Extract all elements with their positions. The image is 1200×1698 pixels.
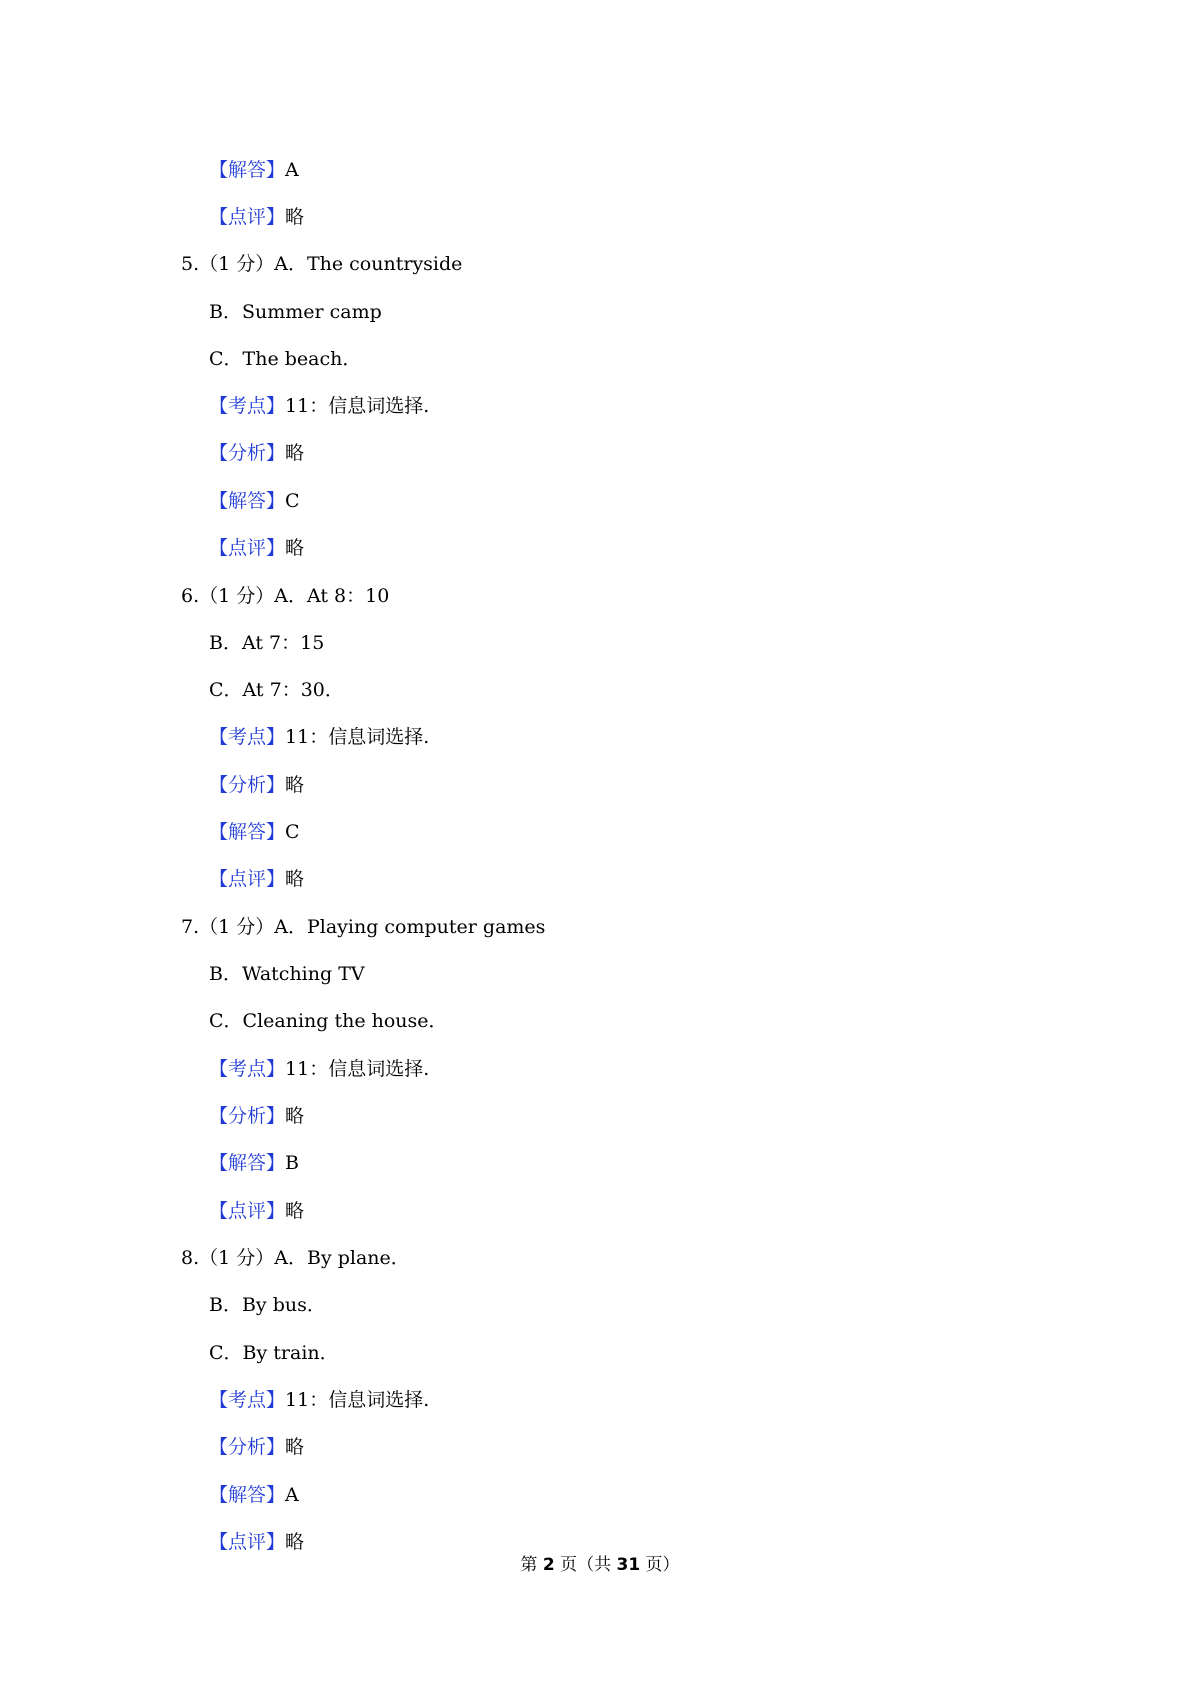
dianping-text: 略 xyxy=(285,868,305,890)
question-stem-7: 7.（1 分）A．Playing computer games xyxy=(181,916,546,938)
question-7-option-c: C．Cleaning the house． xyxy=(209,1010,448,1032)
fenxi-text: 略 xyxy=(285,774,305,796)
question-8-jieda xyxy=(209,1483,299,1507)
question-6-dianping xyxy=(209,867,304,891)
question-6-option-b: B．At 7：15 xyxy=(209,632,325,654)
question-stem-6: 6.（1 分）A．At 8：10 xyxy=(181,585,390,607)
question-6-option-c: C．At 7：30． xyxy=(209,679,344,701)
dianping-tag: 【点评】 xyxy=(209,1531,286,1553)
dianping-text: 略 xyxy=(285,1200,305,1222)
footer-page-number: 2 xyxy=(542,1555,555,1575)
question-5-option-b: B．Summer camp xyxy=(209,301,382,323)
question-stem-8: 8.（1 分）A．By plane． xyxy=(181,1247,410,1269)
dianping-text: 略 xyxy=(285,537,305,559)
answer-line xyxy=(209,158,299,182)
fenxi-text: 略 xyxy=(285,442,305,464)
fenxi-tag: 【分析】 xyxy=(209,1436,286,1458)
jieda-tag: 【解答】 xyxy=(209,490,286,512)
jieda-tag: 【解答】 xyxy=(209,821,286,843)
fenxi-text: 略 xyxy=(285,1436,305,1458)
comment-line xyxy=(209,205,304,229)
question-8-fenxi xyxy=(209,1435,304,1459)
question-8-kaodian xyxy=(209,1388,429,1412)
kaodian-tag: 【考点】 xyxy=(209,1389,286,1411)
dianping-tag: 【点评】 xyxy=(209,537,286,559)
kaodian-text: 11：信息词选择. xyxy=(285,1389,430,1411)
question-6-kaodian xyxy=(209,725,429,749)
jieda-tag: 【解答】 xyxy=(209,1484,286,1506)
question-5-dianping xyxy=(209,536,304,560)
question-8-dianping xyxy=(209,1530,304,1554)
question-6-fenxi xyxy=(209,773,304,797)
comment-text: 略 xyxy=(285,206,305,228)
question-7-jieda xyxy=(209,1151,299,1175)
dianping-text: 略 xyxy=(285,1531,305,1553)
jieda-text: C xyxy=(285,821,300,843)
question-7-kaodian xyxy=(209,1057,429,1081)
footer-suffix: 页） xyxy=(640,1555,680,1575)
kaodian-tag: 【考点】 xyxy=(209,726,286,748)
question-stem-5: 5.（1 分）A．The countryside xyxy=(181,253,463,275)
fenxi-tag: 【分析】 xyxy=(209,1105,286,1127)
answer-text: A xyxy=(285,159,299,181)
fenxi-tag: 【分析】 xyxy=(209,774,286,796)
footer-total-pages: 31 xyxy=(616,1555,641,1575)
fenxi-text: 略 xyxy=(285,1105,305,1127)
kaodian-tag: 【考点】 xyxy=(209,395,286,417)
jieda-text: A xyxy=(285,1484,299,1506)
question-5-jieda xyxy=(209,489,300,513)
kaodian-tag: 【考点】 xyxy=(209,1058,286,1080)
question-5-fenxi xyxy=(209,441,304,465)
question-8-option-c: C．By train． xyxy=(209,1342,339,1364)
question-8-option-b: B．By bus． xyxy=(209,1294,326,1316)
question-5-option-c: C．The beach． xyxy=(209,348,362,370)
jieda-text: B xyxy=(285,1152,299,1174)
page-footer xyxy=(0,1554,1200,1576)
question-7-fenxi xyxy=(209,1104,304,1128)
jieda-text: C xyxy=(285,490,300,512)
kaodian-text: 11：信息词选择. xyxy=(285,726,430,748)
dianping-tag: 【点评】 xyxy=(209,868,286,890)
dianping-tag: 【点评】 xyxy=(209,1200,286,1222)
jieda-tag: 【解答】 xyxy=(209,1152,286,1174)
footer-middle: 页（共 xyxy=(554,1555,617,1575)
question-7-option-b: B．Watching TV xyxy=(209,963,365,985)
answer-tag: 【解答】 xyxy=(209,159,286,181)
comment-tag: 【点评】 xyxy=(209,206,286,228)
question-5-kaodian xyxy=(209,394,429,418)
kaodian-text: 11：信息词选择. xyxy=(285,1058,430,1080)
question-7-dianping xyxy=(209,1199,304,1223)
fenxi-tag: 【分析】 xyxy=(209,442,286,464)
kaodian-text: 11：信息词选择. xyxy=(285,395,430,417)
footer-prefix: 第 xyxy=(520,1555,543,1575)
question-6-jieda xyxy=(209,820,300,844)
